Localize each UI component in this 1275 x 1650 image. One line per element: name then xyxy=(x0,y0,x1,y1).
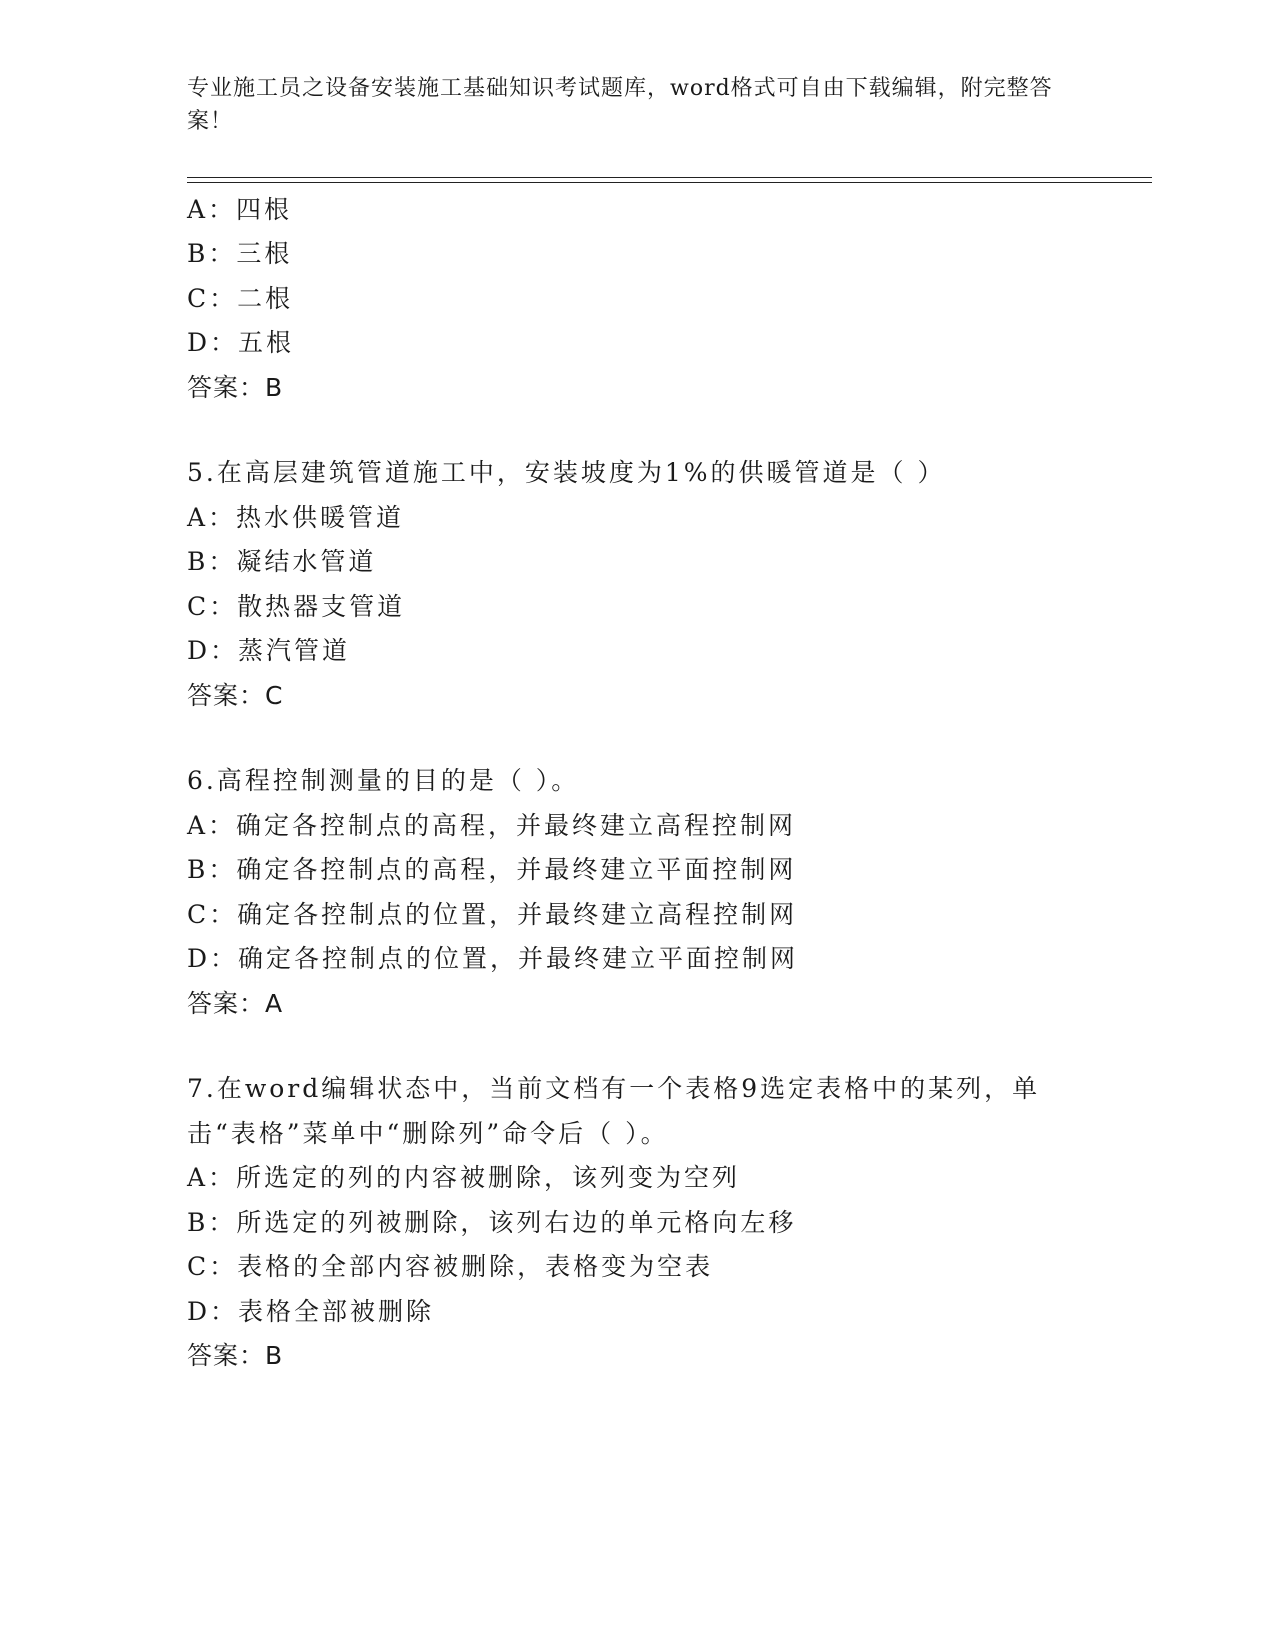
q4-option-d: D：五根 xyxy=(187,328,295,357)
q5-option-a: A：热水供暖管道 xyxy=(187,503,405,532)
q4-option-a: A：四根 xyxy=(187,195,293,224)
page-header-text: 专业施工员之设备安装施工基础知识考试题库，word格式可自由下载编辑，附完整答案！ xyxy=(187,76,1053,134)
q6-option-a: A：确定各控制点的高程，并最终建立高程控制网 xyxy=(187,811,797,840)
q5-option-b: B：凝结水管道 xyxy=(187,547,377,576)
q5-answer: 答案：C xyxy=(187,681,284,710)
q7-option-a: A：所选定的列的内容被删除，该列变为空列 xyxy=(187,1163,741,1192)
header-divider-top xyxy=(187,177,1152,178)
q6-answer: 答案：A xyxy=(187,989,284,1018)
q7-option-d: D：表格全部被删除 xyxy=(187,1297,435,1326)
q7-option-c: C：表格的全部内容被删除，表格变为空表 xyxy=(187,1252,714,1281)
q6-question: 6.高程控制测量的目的是（ ）。 xyxy=(187,766,580,795)
q7-answer: 答案：B xyxy=(187,1341,284,1370)
q4-answer: 答案：B xyxy=(187,373,284,402)
q7-option-b: B：所选定的列被删除，该列右边的单元格向左移 xyxy=(187,1208,797,1237)
q5-option-d: D：蒸汽管道 xyxy=(187,636,351,665)
q6-option-b: B：确定各控制点的高程，并最终建立平面控制网 xyxy=(187,855,797,884)
q7-question-line-1: 7.在word编辑状态中，当前文档有一个表格9选定表格中的某列，单 xyxy=(187,1074,1041,1103)
header-divider-bottom xyxy=(187,182,1152,183)
q5-option-c: C：散热器支管道 xyxy=(187,592,406,621)
q7-question-line-2: 击“表格”菜单中“删除列”命令后（ ）。 xyxy=(187,1119,669,1148)
q5-question: 5.在高层建筑管道施工中，安装坡度为1%的供暖管道是（ ） xyxy=(187,458,946,487)
q4-option-c: C：二根 xyxy=(187,284,294,313)
q4-option-b: B：三根 xyxy=(187,239,293,268)
q6-option-c: C：确定各控制点的位置，并最终建立高程控制网 xyxy=(187,900,798,929)
q6-option-d: D：确定各控制点的位置，并最终建立平面控制网 xyxy=(187,944,799,973)
